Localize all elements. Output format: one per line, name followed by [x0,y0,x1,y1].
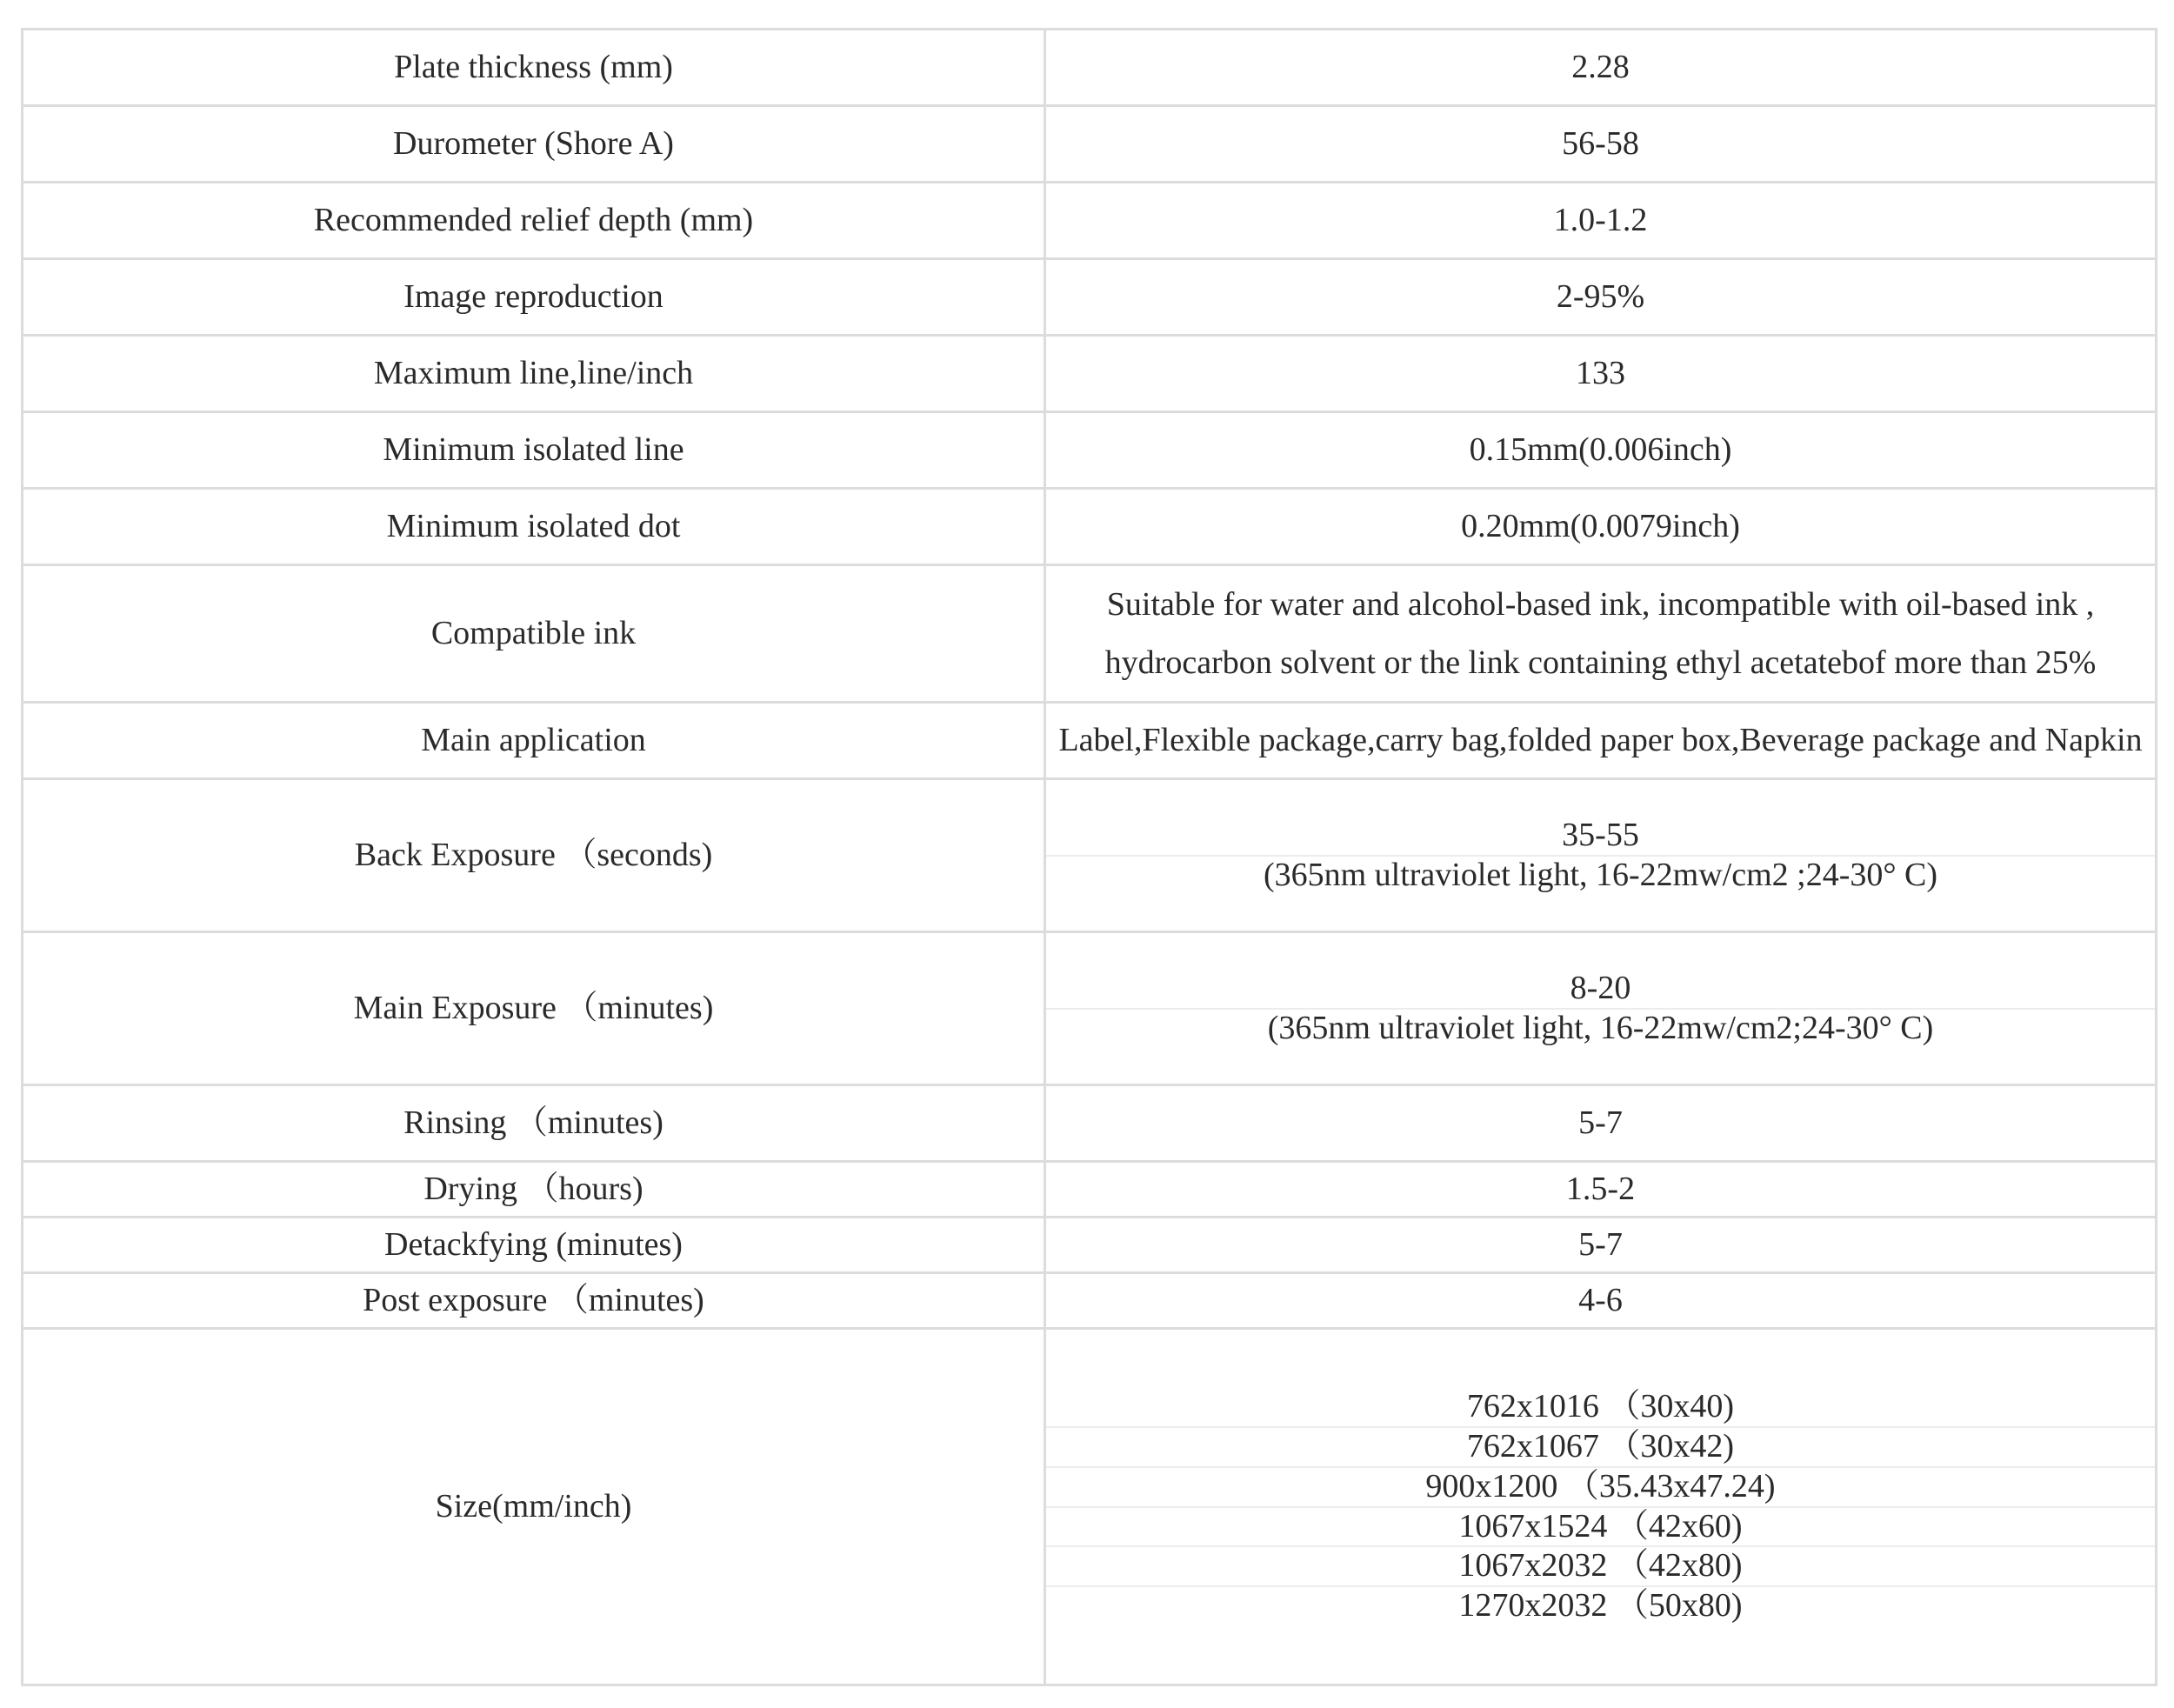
spec-value: 2-95% [1045,259,2157,336]
spec-label: Drying （hours) [23,1162,1045,1218]
table-row [23,1329,2157,1685]
table-row [23,412,2157,489]
spec-table [21,28,2157,1686]
spec-value: Suitable for water and alcohol-based ink, incompatible with oil-based ink , hydrocarbon solvent or the link containing ethyl acetatebof more than 25% [1045,565,2157,703]
spec-label: Post exposure （minutes) [23,1273,1045,1329]
spec-value-group [1045,779,2157,932]
table-row [23,183,2157,259]
spec-value-line: 35-55 [1562,816,1639,853]
spec-value: 5-7 [1045,1085,2157,1162]
table-row [23,259,2157,336]
spec-value: 56-58 [1045,106,2157,183]
spec-label: Image reproduction [23,259,1045,336]
spec-label: Detackfying (minutes) [23,1218,1045,1273]
spec-value-group [1045,1329,2157,1685]
spec-label: Maximum line,line/inch [23,336,1045,412]
spec-value: 2.28 [1045,30,2157,106]
spec-value-line: 1067x2032 （42x80) [1046,1545,2155,1585]
spec-value: 0.15mm(0.006inch) [1045,412,2157,489]
spec-value: 5-7 [1045,1218,2157,1273]
table-row [23,932,2157,1085]
spec-label: Minimum isolated dot [23,489,1045,565]
spec-value: 1.5-2 [1045,1162,2157,1218]
spec-label: Back Exposure （seconds) [23,779,1045,932]
table-row [23,1273,2157,1329]
spec-value-line: 8-20 [1570,969,1631,1006]
spec-label: Size(mm/inch) [23,1329,1045,1685]
spec-value: Label,Flexible package,carry bag,folded paper box,Beverage package and Napkin [1045,703,2157,779]
spec-label: Durometer (Shore A) [23,106,1045,183]
table-row [23,336,2157,412]
spec-label: Rinsing （minutes) [23,1085,1045,1162]
table-row [23,30,2157,106]
spec-value: 4-6 [1045,1273,2157,1329]
spec-value-line: 762x1016 （30x40) [1466,1388,1735,1425]
spec-value-line: 1270x2032 （50x80) [1046,1585,2155,1625]
spec-label: Plate thickness (mm) [23,30,1045,106]
spec-value-line: 762x1067 （30x42) [1046,1426,2155,1466]
spec-label: Minimum isolated line [23,412,1045,489]
table-row [23,106,2157,183]
spec-label: Compatible ink [23,565,1045,703]
spec-value-line: 900x1200 （35.43x47.24) [1046,1466,2155,1506]
spec-value-line: 1067x1524 （42x60) [1046,1506,2155,1546]
table-row [23,1218,2157,1273]
table-row [23,565,2157,703]
spec-value: 133 [1045,336,2157,412]
table-row [23,703,2157,779]
spec-value-line: (365nm ultraviolet light, 16-22mw/cm2;24-30° C) [1046,1008,2155,1048]
spec-label: Main application [23,703,1045,779]
spec-value-line: (365nm ultraviolet light, 16-22mw/cm2 ;24-30° C) [1046,855,2155,895]
spec-value: 0.20mm(0.0079inch) [1045,489,2157,565]
spec-value: 1.0-1.2 [1045,183,2157,259]
spec-label: Main Exposure （minutes) [23,932,1045,1085]
spec-value-group [1045,932,2157,1085]
table-row [23,489,2157,565]
spec-label: Recommended relief depth (mm) [23,183,1045,259]
table-row [23,1162,2157,1218]
table-row [23,1085,2157,1162]
table-row [23,779,2157,932]
